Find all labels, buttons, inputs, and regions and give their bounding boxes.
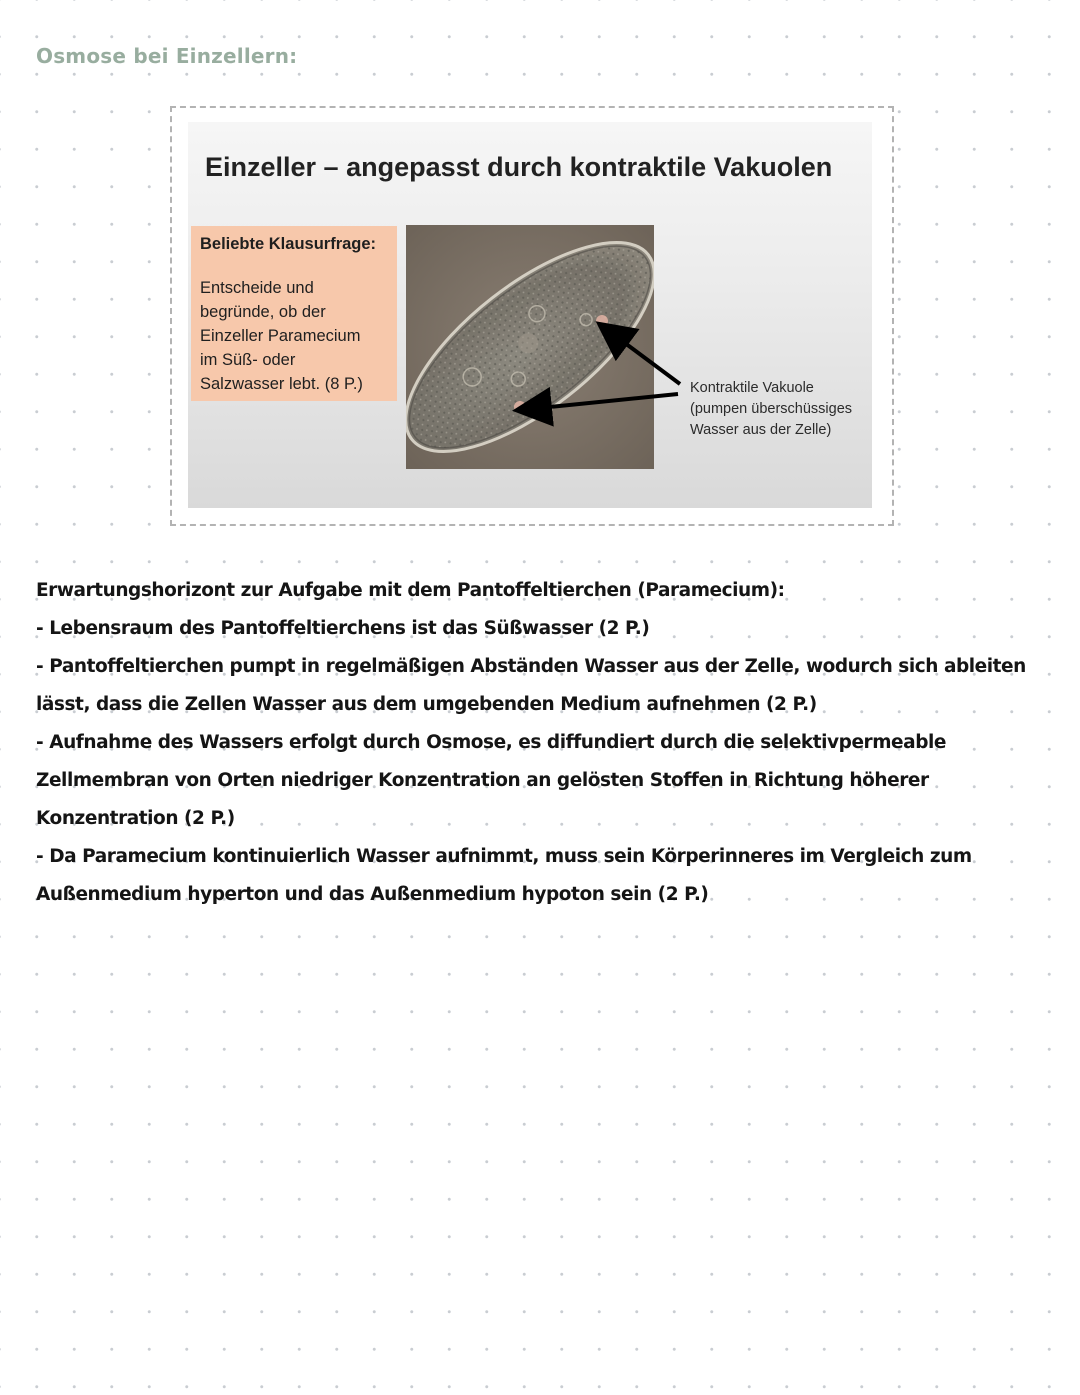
exam-question-box: [191, 226, 397, 401]
paramecium-micrograph: [406, 225, 654, 469]
answer-point: - Da Paramecium kontinuierlich Wasser aufnimmt, muss sein Körperinneres im Vergleich zum Außenmedium hyperton und das Außenmedium hypoton sein (2 P.): [36, 846, 972, 905]
question-title: Beliebte Klausurfrage:: [200, 235, 377, 253]
answer-point: - Lebensraum des Pantoffeltierchens ist das Süßwasser (2 P.): [36, 618, 650, 639]
slide-title: Einzeller – angepasst durch kontraktile Vakuolen: [205, 152, 833, 182]
paramecium-drawing: [406, 225, 654, 469]
slide-image: [188, 122, 872, 508]
answer-point: - Pantoffeltierchen pumpt in regelmäßigen Abständen Wasser aus der Zelle, wodurch sich ableiten lässt, dass die Zellen Wasser aus dem umgebenden Medium aufnehmen (2 P.): [36, 656, 1026, 715]
answer-title: Erwartungshorizont zur Aufgabe mit dem Pantoffeltierchen (Paramecium):: [36, 580, 785, 601]
question-text: Entscheide und begründe, ob der Einzeller Paramecium im Süß- oder Salzwasser lebt. (8 P.): [200, 279, 363, 393]
answer-section: [36, 572, 1051, 914]
vacuole-label: Kontraktile Vakuole (pumpen überschüssiges Wasser aus der Zelle): [690, 380, 853, 438]
page-heading: Osmose bei Einzellern:: [36, 44, 298, 68]
answer-point: - Aufnahme des Wassers erfolgt durch Osmose, es diffundiert durch die selektivpermeable Zellmembran von Orten niedriger Konzentration an gelösten Stoffen in Richtung höherer Konzentration (2 P.): [36, 732, 946, 829]
